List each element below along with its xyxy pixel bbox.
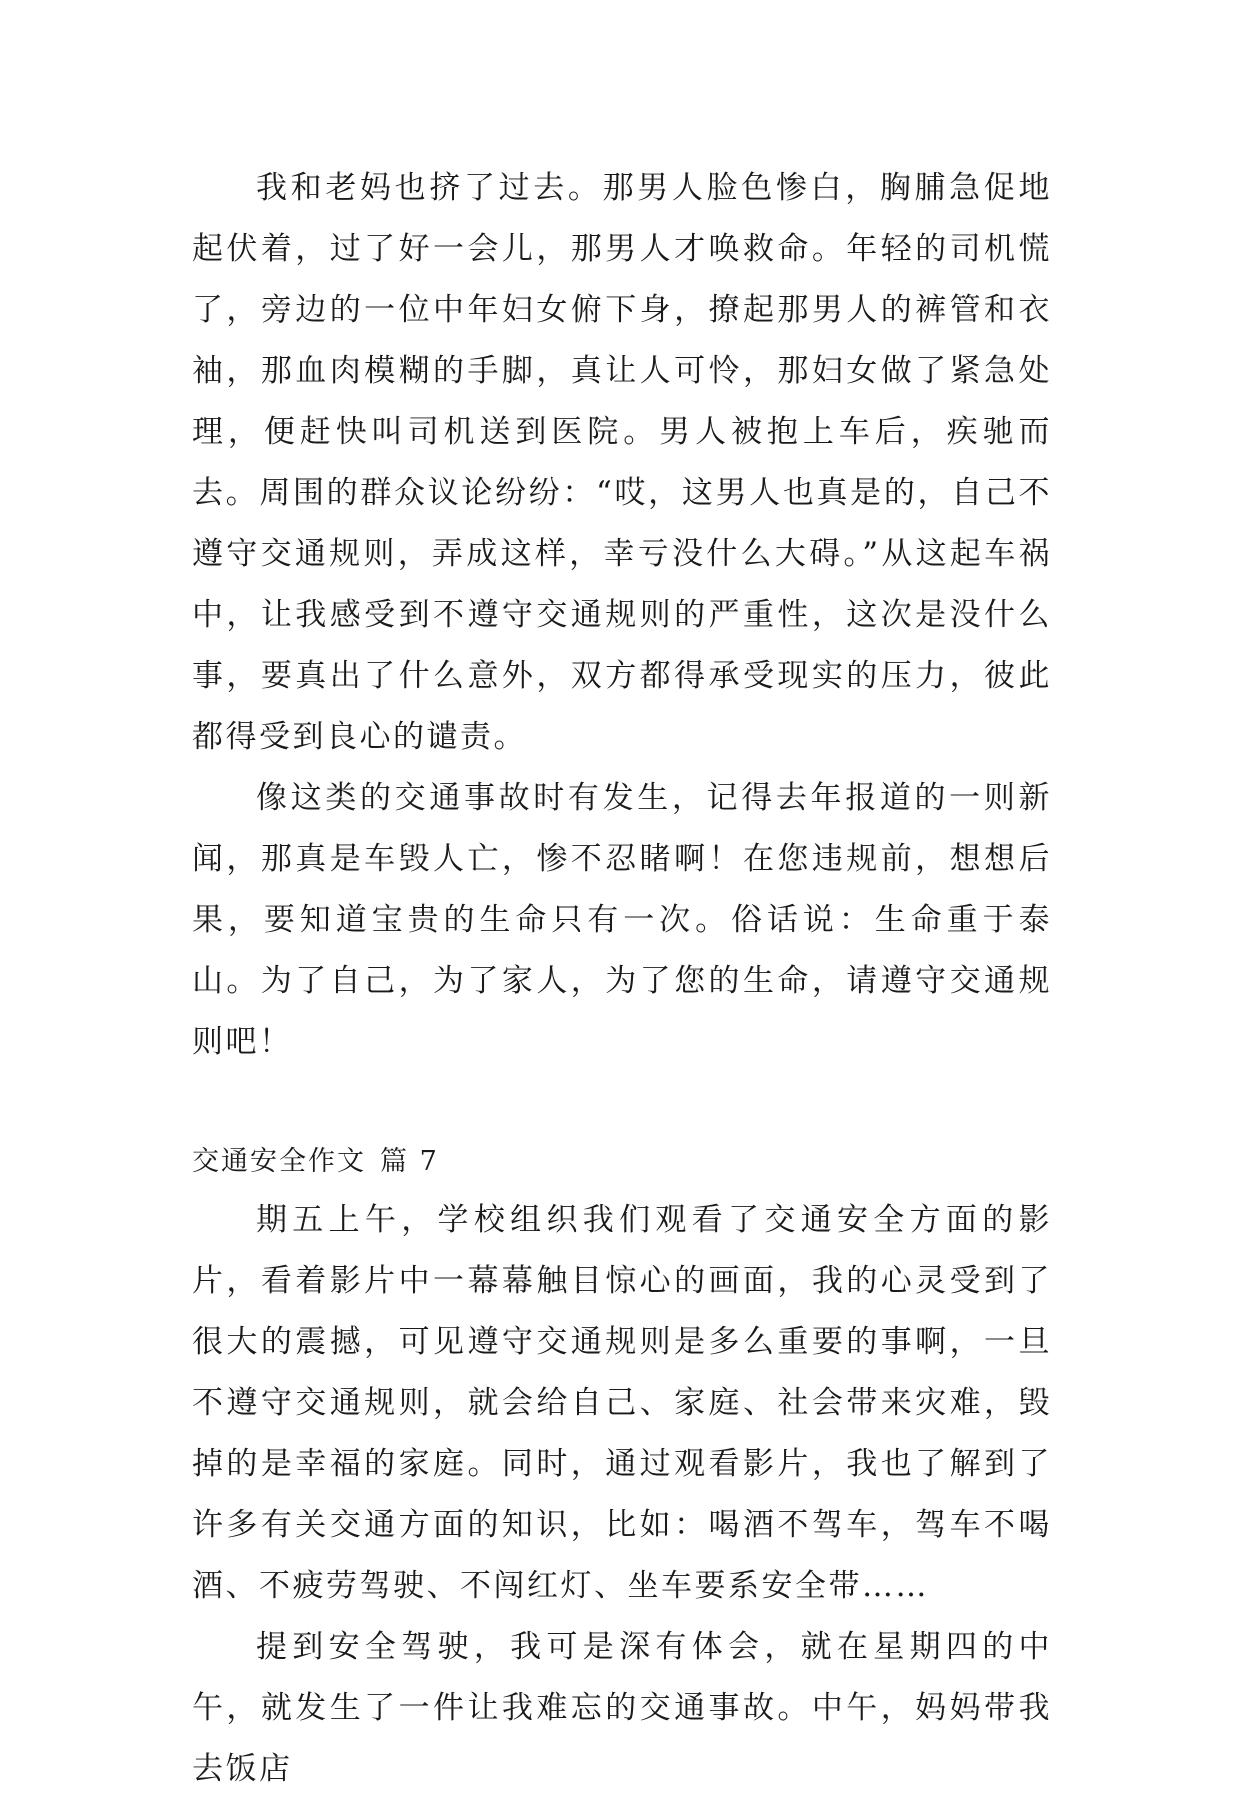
section-heading-number: 篇 7 <box>380 1146 439 1177</box>
paragraph: 像这类的交通事故时有发生，记得去年报道的一则新闻，那真是车毁人亡，惨不忍睹啊！在您违规前，想想后果，要知道宝贵的生命只有一次。俗话说：生命重于泰山。为了自己，为了家人，为了您的生命，请遵守交通规则吧！ <box>192 780 1052 1060</box>
document-body <box>192 158 1052 1800</box>
paragraph: 提到安全驾驶，我可是深有体会，就在星期四的中午，就发生了一件让我难忘的交通事故。中午，妈妈带我去饭店 <box>192 1629 1052 1787</box>
paragraph: 我和老妈也挤了过去。那男人脸色惨白，胸脯急促地起伏着，过了好一会儿，那男人才唤救命。年轻的司机慌了，旁边的一位中年妇女俯下身，撩起那男人的裤管和衣袖，那血肉模糊的手脚，真让人可怜，那妇女做了紧急处理，便赶快叫司机送到医院。男人被抱上车后，疾驰而去。周围的群众议论纷纷：“哎，这男人也真是的，自己不遵守交通规则，弄成这样，幸亏没什么大碍。”从这起车祸中，让我感受到不遵守交通规则的严重性，这次是没什么事，要真出了什么意外，双方都得承受现实的压力，彼此都得受到良心的谴责。 <box>192 170 1052 755</box>
section-heading <box>192 1134 1052 1190</box>
paragraph: 期五上午，学校组织我们观看了交通安全方面的影片，看着影片中一幕幕触目惊心的画面，我的心灵受到了很大的震撼，可见遵守交通规则是多么重要的事啊，一旦不遵守交通规则，就会给自己、家庭、社会带来灾难，毁掉的是幸福的家庭。同时，通过观看影片，我也了解到了许多有关交通方面的知识，比如：喝酒不驾车，驾车不喝酒、不疲劳驾驶、不闯红灯、坐车要系安全带…… <box>192 1202 1052 1604</box>
section-heading-title: 交通安全作文 <box>192 1146 366 1177</box>
